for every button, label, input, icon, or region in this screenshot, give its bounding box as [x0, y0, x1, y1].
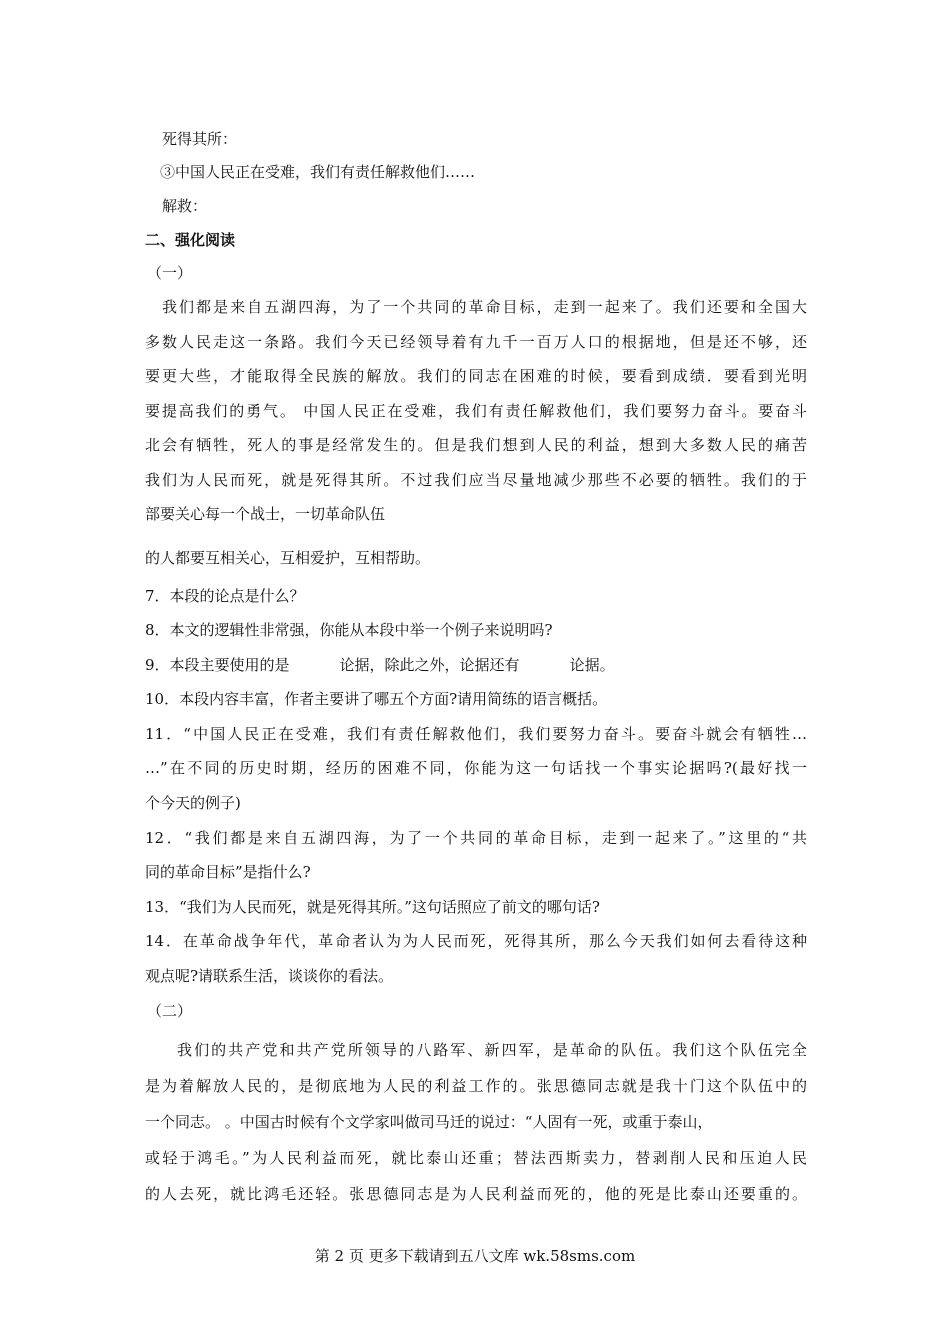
question-10: 10．本段内容丰富，作者主要讲了哪五个方面?请用简练的语言概括。: [145, 690, 608, 708]
paragraph-line: 的人去死，就比鸿毛还轻。张思德同志是为人民利益而死的，他的死是比泰山还要重的。: [145, 1185, 807, 1203]
question-9-part2: 论据，除此之外，论据还有: [339, 656, 520, 674]
paragraph-line: 北会有牺牲，死人的事是经常发生的。但是我们想到人民的利益，想到大多数人民的痛苦: [145, 436, 807, 454]
section-heading: 二、强化阅读: [145, 231, 236, 249]
question-11-cont: 个今天的例子): [145, 794, 241, 812]
question-12-cont: 同的革命目标”是指什么?: [145, 863, 311, 881]
paragraph-line: 部要关心每一个战士，一切革命队伍: [145, 505, 386, 523]
paragraph-line: 多数人民走这一条路。我们今天已经领导着有九千一百万人口的根据地，但是还不够，还: [145, 333, 807, 351]
paragraph-line: 我们都是来自五湖四海，为了一个共同的革命目标，走到一起来了。我们还要和全国大: [162, 298, 807, 316]
question-8: 8．本文的逻辑性非常强，你能从本段中举一个例子来说明吗?: [145, 621, 553, 639]
question-14: 14．在革命战争年代，革命者认为为人民而死，死得其所，那么今天我们如何去看待这种: [145, 932, 807, 950]
question-9: [145, 654, 810, 676]
subsection-label: （一）: [147, 264, 193, 282]
subsection-label: （二）: [147, 1002, 193, 1020]
text-line: 死得其所：: [162, 130, 238, 148]
paragraph-line: 我们为人民而死，就是死得其所。不过我们应当尽量地减少那些不必要的牺牲。我们的于: [145, 471, 807, 489]
question-14-cont: 观点呢?请联系生活，谈谈你的看法。: [145, 967, 394, 985]
question-11-cont: …”在不同的历史时期，经历的困难不同，你能为这一句话找一个事实论据吗?(最好找一: [145, 759, 807, 777]
question-12: 12．“我们都是来自五湖四海，为了一个共同的革命目标，走到一起来了。”这里的“共: [145, 829, 807, 847]
question-11: 11．“中国人民正在受难，我们有责任解救他们，我们要努力奋斗。要奋斗就会有牺牲…: [145, 725, 807, 743]
paragraph-line: 我们的共产党和共产党所领导的八路军、新四军，是革命的队伍。我们这个队伍完全: [177, 1041, 807, 1059]
question-9-part3: 论据。: [569, 656, 615, 674]
paragraph-line: 要提高我们的勇气。 中国人民正在受难，我们有责任解救他们，我们要努力奋斗。要奋斗: [145, 402, 807, 420]
question-7: 7．本段的论点是什么？: [145, 587, 305, 605]
paragraph-line: 要更大些，才能取得全民族的解放。我们的同志在困难的时候，要看到成绩．要看到光明: [145, 367, 807, 385]
text-line: 解救：: [162, 197, 208, 215]
paragraph-line: 是为着解放人民的，是彻底地为人民的利益工作的。张思德同志就是我十门这个队伍中的: [145, 1077, 807, 1095]
paragraph-line: 一个同志。 。中国古时候有个文学家叫做司马迁的说过：“人固有一死，或重于泰山，: [145, 1113, 713, 1131]
question-13: 13．“我们为人民而死，就是死得其所。”这句话照应了前文的哪句话?: [145, 898, 600, 916]
paragraph-line: 或轻于鸿毛。”为人民利益而死，就比泰山还重；替法西斯卖力，替剥削人民和压迫人民: [145, 1149, 807, 1167]
page-footer: 第 2 页 更多下载请到五八文库 wk.58sms.com: [314, 1247, 636, 1265]
question-9-part1: 9．本段主要使用的是: [145, 656, 290, 674]
paragraph-line: 的人都要互相关心，互相爱护，互相帮助。: [145, 549, 431, 567]
text-line: ③中国人民正在受难，我们有责任解救他们……: [160, 163, 476, 181]
